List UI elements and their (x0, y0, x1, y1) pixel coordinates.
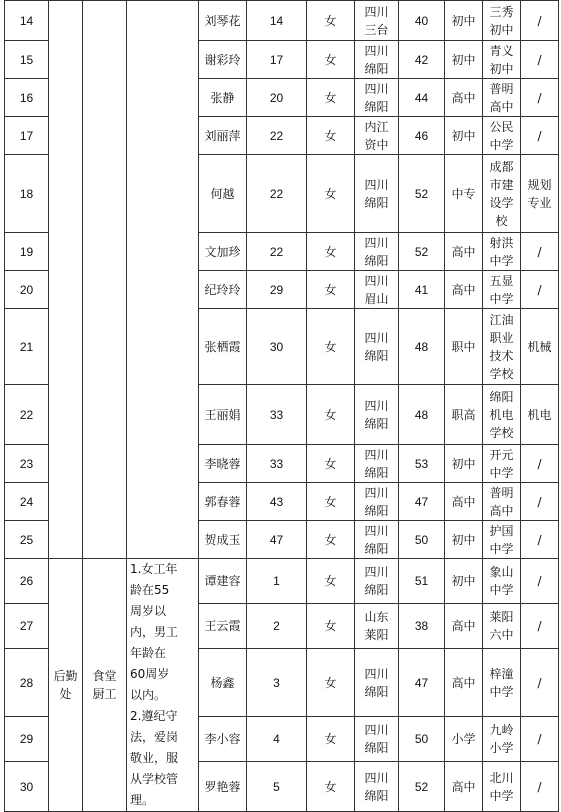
row-number-cell: 24 (5, 483, 49, 521)
count-cell: 43 (247, 483, 307, 521)
major-cell: / (521, 445, 559, 483)
origin-cell: 四川 绵阳 (355, 385, 399, 445)
school-cell: 开元 中学 (483, 445, 521, 483)
origin-cell: 四川 绵阳 (355, 762, 399, 812)
sex-cell: 女 (307, 41, 355, 79)
school-cell: 成都 市建 设学 校 (483, 155, 521, 233)
education-cell: 初中 (445, 117, 483, 155)
major-cell: / (521, 648, 559, 717)
school-cell: 护国 中学 (483, 521, 521, 559)
name-cell: 纪玲玲 (199, 271, 247, 309)
age-cell: 48 (399, 385, 445, 445)
education-cell: 高中 (445, 79, 483, 117)
post-cell: 食堂 厨工 (83, 559, 127, 812)
name-cell: 张栖霞 (199, 309, 247, 385)
name-cell: 刘琴花 (199, 1, 247, 41)
sex-cell: 女 (307, 521, 355, 559)
major-cell: 机械 (521, 309, 559, 385)
education-cell: 小学 (445, 717, 483, 762)
count-cell: 22 (247, 117, 307, 155)
count-cell: 2 (247, 603, 307, 648)
row-number-cell: 18 (5, 155, 49, 233)
age-cell: 42 (399, 41, 445, 79)
sex-cell: 女 (307, 445, 355, 483)
row-number-cell: 28 (5, 648, 49, 717)
row-number-cell: 25 (5, 521, 49, 559)
major-cell: / (521, 483, 559, 521)
education-cell: 初中 (445, 445, 483, 483)
count-cell: 33 (247, 385, 307, 445)
major-cell: 规划 专业 (521, 155, 559, 233)
name-cell: 王丽娟 (199, 385, 247, 445)
sex-cell: 女 (307, 79, 355, 117)
row-number-cell: 20 (5, 271, 49, 309)
row-number-cell: 30 (5, 762, 49, 812)
age-cell: 52 (399, 155, 445, 233)
school-cell: 梓潼 中学 (483, 648, 521, 717)
major-cell: 机电 (521, 385, 559, 445)
school-cell: 九岭 小学 (483, 717, 521, 762)
requirements-cell (127, 1, 199, 559)
row-number-cell: 27 (5, 603, 49, 648)
name-cell: 何越 (199, 155, 247, 233)
row-number-cell: 19 (5, 233, 49, 271)
education-cell: 高中 (445, 603, 483, 648)
age-cell: 41 (399, 271, 445, 309)
age-cell: 38 (399, 603, 445, 648)
origin-cell: 四川 绵阳 (355, 309, 399, 385)
major-cell: / (521, 233, 559, 271)
school-cell: 北川 中学 (483, 762, 521, 812)
name-cell: 谭建容 (199, 559, 247, 604)
age-cell: 46 (399, 117, 445, 155)
count-cell: 17 (247, 41, 307, 79)
age-cell: 48 (399, 309, 445, 385)
education-cell: 初中 (445, 521, 483, 559)
count-cell: 22 (247, 233, 307, 271)
school-cell: 五显 中学 (483, 271, 521, 309)
origin-cell: 四川 三台 (355, 1, 399, 41)
name-cell: 张静 (199, 79, 247, 117)
school-cell: 青义 初中 (483, 41, 521, 79)
sex-cell: 女 (307, 603, 355, 648)
education-cell: 高中 (445, 648, 483, 717)
sex-cell: 女 (307, 233, 355, 271)
row-number-cell: 14 (5, 1, 49, 41)
age-cell: 51 (399, 559, 445, 604)
education-cell: 职高 (445, 385, 483, 445)
sex-cell: 女 (307, 648, 355, 717)
major-cell: / (521, 603, 559, 648)
origin-cell: 四川 眉山 (355, 271, 399, 309)
row-number-cell: 21 (5, 309, 49, 385)
origin-cell: 四川 绵阳 (355, 41, 399, 79)
school-cell: 普明 高中 (483, 79, 521, 117)
origin-cell: 四川 绵阳 (355, 79, 399, 117)
table-row (5, 1, 559, 41)
major-cell: / (521, 117, 559, 155)
origin-cell: 四川 绵阳 (355, 559, 399, 604)
school-cell: 公民 中学 (483, 117, 521, 155)
education-cell: 初中 (445, 559, 483, 604)
post-cell (83, 1, 127, 559)
education-cell: 初中 (445, 1, 483, 41)
major-cell: / (521, 1, 559, 41)
education-cell: 高中 (445, 271, 483, 309)
origin-cell: 内江 资中 (355, 117, 399, 155)
origin-cell: 四川 绵阳 (355, 521, 399, 559)
row-number-cell: 26 (5, 559, 49, 604)
age-cell: 44 (399, 79, 445, 117)
staff-table (4, 0, 559, 812)
count-cell: 22 (247, 155, 307, 233)
row-number-cell: 16 (5, 79, 49, 117)
name-cell: 罗艳蓉 (199, 762, 247, 812)
name-cell: 李小容 (199, 717, 247, 762)
sex-cell: 女 (307, 155, 355, 233)
count-cell: 5 (247, 762, 307, 812)
school-cell: 象山 中学 (483, 559, 521, 604)
sex-cell: 女 (307, 559, 355, 604)
count-cell: 14 (247, 1, 307, 41)
name-cell: 文加珍 (199, 233, 247, 271)
age-cell: 50 (399, 521, 445, 559)
sex-cell: 女 (307, 1, 355, 41)
education-cell: 职中 (445, 309, 483, 385)
count-cell: 47 (247, 521, 307, 559)
sex-cell: 女 (307, 309, 355, 385)
count-cell: 29 (247, 271, 307, 309)
major-cell: / (521, 717, 559, 762)
age-cell: 47 (399, 648, 445, 717)
age-cell: 52 (399, 233, 445, 271)
sex-cell: 女 (307, 762, 355, 812)
name-cell: 谢彩玲 (199, 41, 247, 79)
school-cell: 绵阳 机电 学校 (483, 385, 521, 445)
school-cell: 江油 职业 技术 学校 (483, 309, 521, 385)
row-number-cell: 17 (5, 117, 49, 155)
count-cell: 33 (247, 445, 307, 483)
name-cell: 郭春蓉 (199, 483, 247, 521)
major-cell: / (521, 41, 559, 79)
major-cell: / (521, 559, 559, 604)
row-number-cell: 15 (5, 41, 49, 79)
row-number-cell: 29 (5, 717, 49, 762)
dept-cell: 后勤 处 (49, 559, 83, 812)
education-cell: 高中 (445, 483, 483, 521)
education-cell: 中专 (445, 155, 483, 233)
school-cell: 莱阳 六中 (483, 603, 521, 648)
major-cell: / (521, 521, 559, 559)
education-cell: 高中 (445, 233, 483, 271)
count-cell: 1 (247, 559, 307, 604)
education-cell: 初中 (445, 41, 483, 79)
sex-cell: 女 (307, 385, 355, 445)
sex-cell: 女 (307, 717, 355, 762)
row-number-cell: 23 (5, 445, 49, 483)
count-cell: 30 (247, 309, 307, 385)
row-number-cell: 22 (5, 385, 49, 445)
major-cell: / (521, 271, 559, 309)
name-cell: 刘丽萍 (199, 117, 247, 155)
name-cell: 李晓蓉 (199, 445, 247, 483)
count-cell: 3 (247, 648, 307, 717)
sex-cell: 女 (307, 271, 355, 309)
name-cell: 王云霞 (199, 603, 247, 648)
origin-cell: 四川 绵阳 (355, 483, 399, 521)
origin-cell: 山东 莱阳 (355, 603, 399, 648)
age-cell: 47 (399, 483, 445, 521)
origin-cell: 四川 绵阳 (355, 717, 399, 762)
origin-cell: 四川 绵阳 (355, 648, 399, 717)
major-cell: / (521, 762, 559, 812)
name-cell: 杨鑫 (199, 648, 247, 717)
school-cell: 普明 高中 (483, 483, 521, 521)
count-cell: 4 (247, 717, 307, 762)
school-cell: 射洪 中学 (483, 233, 521, 271)
origin-cell: 四川 绵阳 (355, 155, 399, 233)
age-cell: 40 (399, 1, 445, 41)
age-cell: 53 (399, 445, 445, 483)
major-cell: / (521, 79, 559, 117)
education-cell: 高中 (445, 762, 483, 812)
dept-cell (49, 1, 83, 559)
requirements-cell: 1.女工年 龄在55 周岁以 内，男工 年龄在 60周岁 以内。 2.遵纪守 法，爱岗 敬业，服 从学校管 理。 (127, 559, 199, 812)
name-cell: 贺成玉 (199, 521, 247, 559)
count-cell: 20 (247, 79, 307, 117)
school-cell: 三秀 初中 (483, 1, 521, 41)
sex-cell: 女 (307, 117, 355, 155)
age-cell: 50 (399, 717, 445, 762)
age-cell: 52 (399, 762, 445, 812)
origin-cell: 四川 绵阳 (355, 445, 399, 483)
origin-cell: 四川 绵阳 (355, 233, 399, 271)
table-row (5, 559, 559, 604)
sex-cell: 女 (307, 483, 355, 521)
